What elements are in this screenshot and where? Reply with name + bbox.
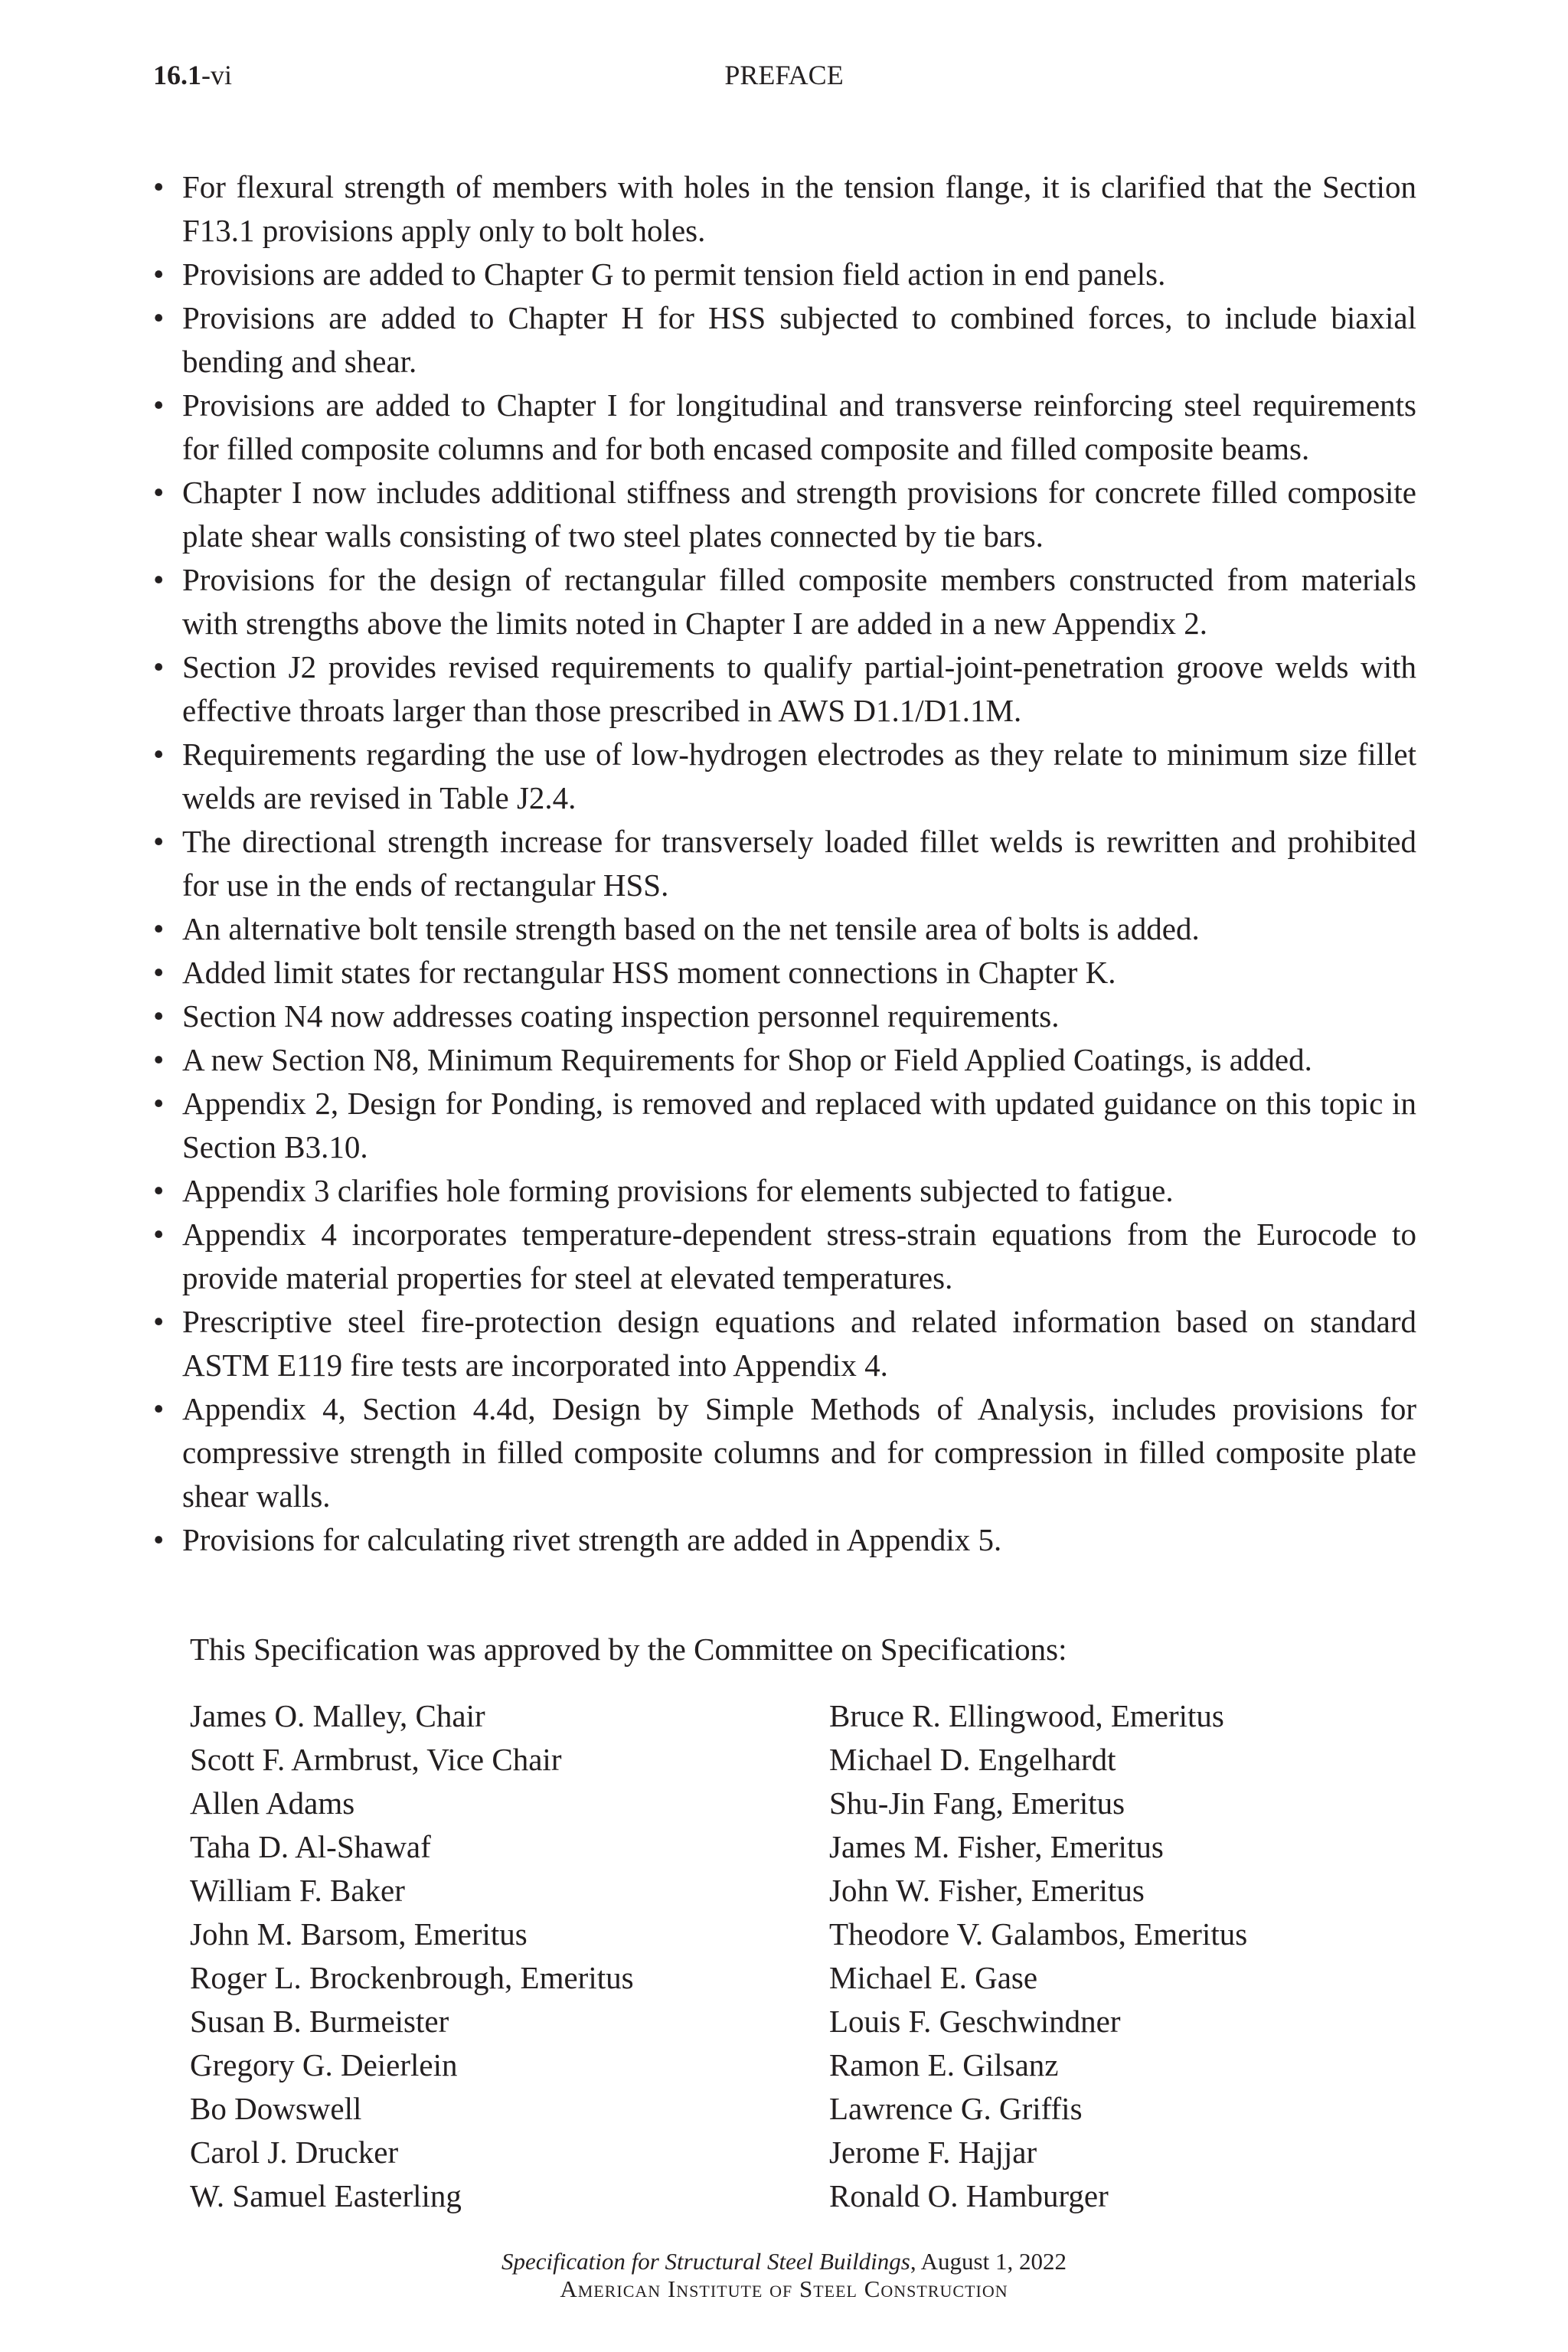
page-number-chapter: 16.1: [153, 60, 201, 90]
bullet-icon: •: [153, 1304, 165, 1339]
list-item: [153, 951, 1416, 995]
list-item: [153, 1300, 1416, 1387]
bullet-icon: •: [153, 169, 165, 204]
footer-publication-line: [0, 2248, 1568, 2275]
list-item-text: For flexural strength of members with holes in the tension flange, it is clarified that the Section F13.1 provisions apply only to bolt holes.: [182, 169, 1416, 248]
committee-member: John W. Fisher, Emeritus: [829, 1873, 1145, 1908]
bullet-icon: •: [153, 1086, 165, 1121]
committee-member: Gregory G. Deierlein: [190, 2047, 458, 2082]
list-item: [153, 1213, 1416, 1300]
list-item-text: Section N4 now addresses coating inspection personnel requirements.: [182, 998, 1060, 1034]
list-item-text: Provisions for calculating rivet strength are added in Appendix 5.: [182, 1522, 1002, 1557]
committee-member: Bruce R. Ellingwood, Emeritus: [829, 1698, 1224, 1733]
bullet-icon: •: [153, 1173, 165, 1208]
bullet-icon: •: [153, 562, 165, 597]
bullet-icon: •: [153, 1391, 165, 1426]
committee-member: Ronald O. Hamburger: [829, 2178, 1109, 2213]
committee-member: James M. Fisher, Emeritus: [829, 1829, 1164, 1864]
change-list: [153, 165, 1416, 1562]
list-item-text: Appendix 3 clarifies hole forming provisions for elements subjected to fatigue.: [182, 1173, 1174, 1208]
committee-member: John M. Barsom, Emeritus: [190, 1916, 528, 1952]
list-item: [153, 471, 1416, 558]
bullet-icon: •: [153, 256, 165, 292]
list-item: [153, 1038, 1416, 1082]
list-item: [153, 558, 1416, 645]
list-item: [153, 253, 1416, 296]
list-item-text: An alternative bolt tensile strength based on the net tensile area of bolts is added.: [182, 911, 1200, 946]
list-item-text: Provisions are added to Chapter G to permit tension field action in end panels.: [182, 256, 1166, 292]
bullet-icon: •: [153, 649, 165, 684]
committee-member: Taha D. Al-Shawaf: [190, 1829, 431, 1864]
list-item-text: The directional strength increase for transversely loaded fillet welds is rewritten and prohibited for use in the ends of rectangular HSS.: [182, 824, 1416, 903]
list-item: [153, 645, 1416, 733]
committee-member: Lawrence G. Griffis: [829, 2091, 1083, 2126]
bullet-icon: •: [153, 955, 165, 990]
list-item-text: Requirements regarding the use of low-hydrogen electrodes as they relate to minimum size fillet welds are revised in Table J2.4.: [182, 737, 1416, 815]
running-head: PREFACE: [724, 60, 844, 90]
committee-member: Jerome F. Hajjar: [829, 2135, 1037, 2170]
bullet-icon: •: [153, 824, 165, 859]
list-item: [153, 165, 1416, 253]
list-item: [153, 384, 1416, 471]
committee-member: Allen Adams: [190, 1785, 355, 1821]
bullet-icon: •: [153, 1042, 165, 1077]
list-item-text: Appendix 2, Design for Ponding, is removed and replaced with updated guidance on this topic in Section B3.10.: [182, 1086, 1416, 1165]
committee-member: Louis F. Geschwindner: [829, 2004, 1121, 2039]
list-item-text: Prescriptive steel fire-protection design equations and related information based on standard ASTM E119 fire tests are incorporated into Appendix 4.: [182, 1304, 1416, 1383]
bullet-icon: •: [153, 1522, 165, 1557]
committee-member: Roger L. Brockenbrough, Emeritus: [190, 1960, 634, 1995]
list-item-text: Chapter I now includes additional stiffness and strength provisions for concrete filled composite plate shear walls consisting of two steel plates connected by tie bars.: [182, 475, 1416, 554]
committee-member: Carol J. Drucker: [190, 2135, 399, 2170]
bullet-icon: •: [153, 1217, 165, 1252]
list-item: [153, 1169, 1416, 1213]
committee-member: Susan B. Burmeister: [190, 2004, 449, 2039]
list-item: [153, 907, 1416, 951]
list-item: [153, 1387, 1416, 1518]
list-item: [153, 296, 1416, 384]
page-number-roman: -vi: [201, 60, 232, 90]
list-item: [153, 1518, 1416, 1562]
list-item: [153, 820, 1416, 907]
page-footer: [0, 2248, 1568, 2303]
bullet-icon: •: [153, 475, 165, 510]
list-item: [153, 1082, 1416, 1169]
list-item-text: Section J2 provides revised requirements to qualify partial-joint-penetration groove welds with effective throats larger than those prescribed in AWS D1.1/D1.1M.: [182, 649, 1416, 728]
list-item-text: Appendix 4, Section 4.4d, Design by Simple Methods of Analysis, includes provisions for compressive strength in filled composite columns and for compression in filled composite plate shear walls.: [182, 1391, 1416, 1514]
committee-member: Ramon E. Gilsanz: [829, 2047, 1059, 2082]
approval-statement: This Specification was approved by the Committee on Specifications:: [190, 1632, 1067, 1667]
bullet-icon: •: [153, 737, 165, 772]
list-item-text: Provisions for the design of rectangular filled composite members constructed from materials with strengths above the limits noted in Chapter I are added in a new Appendix 2.: [182, 562, 1416, 641]
committee-member: W. Samuel Easterling: [190, 2178, 462, 2213]
committee-member: James O. Malley, Chair: [190, 1698, 485, 1733]
committee-member: William F. Baker: [190, 1873, 405, 1908]
committee-member: Theodore V. Galambos, Emeritus: [829, 1916, 1248, 1952]
footer-date: , August 1, 2022: [910, 2248, 1067, 2275]
committee-member: Scott F. Armbrust, Vice Chair: [190, 1742, 562, 1777]
list-item-text: Provisions are added to Chapter I for longitudinal and transverse reinforcing steel requirements for filled composite columns and for both encased composite and filled composite beams.: [182, 387, 1416, 466]
list-item: [153, 995, 1416, 1038]
bullet-icon: •: [153, 911, 165, 946]
list-item-text: A new Section N8, Minimum Requirements for Shop or Field Applied Coatings, is added.: [182, 1042, 1312, 1077]
list-item: [153, 733, 1416, 820]
list-item-text: Added limit states for rectangular HSS moment connections in Chapter K.: [182, 955, 1116, 990]
footer-title: Specification for Structural Steel Buildings: [501, 2248, 910, 2275]
committee-member: Michael E. Gase: [829, 1960, 1038, 1995]
committee-member: Michael D. Engelhardt: [829, 1742, 1116, 1777]
bullet-icon: •: [153, 300, 165, 335]
bullet-icon: •: [153, 387, 165, 423]
committee-list-right: [829, 1694, 1247, 2218]
committee-member: Shu-Jin Fang, Emeritus: [829, 1785, 1125, 1821]
list-item-text: Appendix 4 incorporates temperature-dependent stress-strain equations from the Eurocode to provide material properties for steel at elevated temperatures.: [182, 1217, 1416, 1295]
list-item-text: Provisions are added to Chapter H for HSS subjected to combined forces, to include biaxial bending and shear.: [182, 300, 1416, 379]
committee-list-left: [190, 1694, 634, 2218]
bullet-icon: •: [153, 998, 165, 1034]
footer-organization: American Institute of Steel Construction: [560, 2275, 1008, 2302]
committee-member: Bo Dowswell: [190, 2091, 362, 2126]
